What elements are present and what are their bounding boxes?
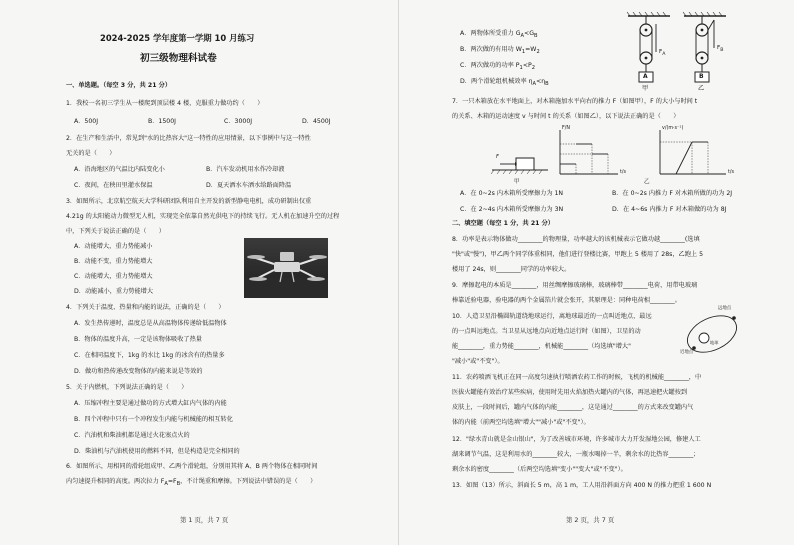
question-6-line2: 内匀速提升相同的高度。两次拉力 $F_A=F_B$，不计绳重和摩擦。下列说法中错误的是（ ） — [66, 478, 317, 488]
pulley-block-b-label: B — [699, 73, 704, 80]
pulley-diagram-svg — [622, 10, 732, 96]
question-3-option-a: A．动能增大，重力势能减小 — [74, 243, 153, 250]
question-7-option-d: D．在 4~6s 内推力 F 对木箱做的功为 8J — [612, 206, 727, 213]
graph-caption-yi: 乙 — [644, 179, 650, 185]
question-1-option-a: A．500J — [74, 118, 99, 125]
orbit-earth-label: 地球 — [710, 340, 719, 345]
question-2-option-c: C．夜间，在秧田里灌水保温 — [74, 182, 153, 189]
question-7-option-c: C．在 2~4s 内木箱所受摩擦力为 3N — [460, 206, 564, 213]
orbit-near-label: 近地点 — [680, 350, 694, 355]
graph-f-axis-label: F/N — [562, 126, 570, 131]
question-10-line2: 的一点叫远地点。当卫星从远地点向近地点运行时（如图），卫星的动 — [452, 328, 641, 335]
force-velocity-graphs — [490, 126, 750, 188]
question-6-option-b: B．两次做的有用功 $W_1=W_2$ — [460, 46, 540, 56]
question-7-option-a: A．在 0~2s 内木箱所受摩擦力为 1N — [460, 190, 564, 197]
question-8-line1: 8．功率是表示物体做功________的物理量，功率越大的该机械表示它做功越________(选填 — [452, 236, 700, 243]
question-2-option-d: D．夏天洒水车洒水给路面降温 — [206, 182, 292, 189]
graph-force-symbol: F — [496, 154, 499, 160]
question-2-stem-line1: 2．在生产和生活中，常见到"水的比热容大"这一特性的应用情景，以下事例中与这一特性 — [66, 135, 311, 142]
force-time-series — [560, 144, 608, 174]
question-4-option-d: D．做功和热传递改变物体的内能来说是等效的 — [74, 368, 203, 375]
question-11-line3: 皮肤上，一段时间后，罐内气体的内能________，这是通过________的方式来改变罐内气 — [452, 404, 694, 411]
velocity-time-series — [660, 142, 708, 174]
question-3-line1: 3．如图所示，北京航空航天大学科研团队利用自主开发的新型静电电机，成功研制出仅重 — [66, 198, 312, 205]
section-1-header: 一、单选题。（每空 3 分，共 21 分） — [66, 82, 172, 89]
question-8-line2: "快"或"慢")，甲乙两个同学体重相同，他们进行登楼比赛，甲跑上 5 楼用了 28s，乙跑上 5 — [452, 251, 704, 258]
question-3-option-b: B．动能不变，重力势能增大 — [74, 258, 153, 265]
question-4-option-c: C．在相同温度下，1kg 的水比 1kg 的冰含有的热量多 — [74, 352, 225, 359]
drone-photo — [244, 238, 328, 298]
pulley-force-b-label: $F_B$ — [717, 45, 724, 54]
question-3-line3: 中，下列关于说法正确的是（ ） — [66, 228, 165, 235]
question-7-figure — [490, 126, 750, 188]
graph-v-axis-label: v/(m·s⁻¹) — [662, 126, 684, 131]
question-12-line1: 12．"绿水青山就是金山银山"，为了改善城市环境，许多城市大力开发湿地公园，修建人工 — [452, 436, 701, 443]
question-11-line4: 体的内能（前两空均选填"增大""减小"或"不变"）。 — [452, 419, 590, 426]
question-4-option-b: B．物体的温度升高，一定是该物体吸收了热量 — [74, 336, 202, 343]
question-1-option-d: D．4500J — [302, 118, 331, 125]
question-6-option-d: D．两个滑轮组机械效率 $\eta_A<\eta_B$ — [460, 78, 549, 88]
question-7-option-b: B．在 0~2s 内推力 F 对木箱所做的功为 2J — [612, 190, 733, 197]
question-9-line1: 9．摩擦起电的本质是________，用丝绸摩擦玻璃棒，玻璃棒带________电荷，用带电玻璃 — [452, 282, 698, 289]
question-5-option-d: D．柴油机与汽油机使用的燃料不同，但是构造是完全相同的 — [74, 448, 240, 455]
page-2-footer: 第 2 页，共 7 页 — [566, 516, 615, 524]
question-3-option-c: C．动能增大，重力势能增大 — [74, 273, 153, 280]
question-13-line1: 13．如图（13）所示，斜面长 5 m，高 1 m，工人用沿斜面方向 400 N 的推力把重 1 600 N — [452, 482, 712, 489]
question-12-line2: 湖来调节气温，这是利用水的________较大，一瓶水喝掉一半，剩余水的比热容________； — [452, 451, 700, 458]
question-3-option-d: D．动能减小，重力势能增大 — [74, 288, 154, 295]
graph-t-axis-label-1: t/s — [620, 170, 626, 175]
question-10-line1: 10．人造卫星沿椭圆轨道绕地球运行，离地球最近的一点叫近地点，最远 — [452, 313, 652, 320]
question-6-option-a: A．两物体所受重力 $G_A<G_B$ — [460, 30, 538, 40]
graph-t-axis-label-2: t/s — [728, 170, 734, 175]
graph-caption-jia: 甲 — [514, 179, 520, 185]
section-2-header: 二、填空题（每空 1 分，共 21 分） — [452, 220, 554, 227]
question-5-option-b: B．四个冲程中只有一个冲程发生内能与机械能的相互转化 — [74, 416, 233, 423]
question-7-line2: 的关系、木箱的运动速度 v 与时间 t 的关系（如图乙），以下说法正确的是（ ） — [452, 113, 680, 120]
question-1-option-b: B．1500J — [148, 118, 177, 125]
exam-subtitle: 初三级物理科试卷 — [140, 53, 217, 64]
question-10-line3: 能________，重力势能________，机械能________（均选填"增大" — [452, 343, 631, 350]
question-5-stem: 5．关于内燃机，下列说法正确的是（ ） — [66, 384, 188, 391]
question-2-stem-line2: 无关的是（ ） — [66, 150, 116, 157]
pulley-force-a-label: $F_A$ — [659, 49, 666, 58]
question-11-line2: 医拔火罐能有效治疗某些疾病，使用时先用火焰加热火罐内的气体，再迅速把火罐按到 — [452, 389, 688, 396]
question-5-option-c: C．汽油机和柴油机都是通过火花塞点火的 — [74, 432, 190, 439]
orbit-far-label: 远地点 — [718, 306, 732, 311]
question-1-option-c: C．3000J — [224, 118, 253, 125]
satellite-orbit-diagram — [680, 306, 746, 358]
question-11-line1: 11．农药喷洒飞机正在同一高度匀速执行喷洒农药工作的时候，飞机的机械能________，中 — [452, 374, 702, 381]
question-1-stem: 1．我校一名初三学生从一楼爬到顶层楼 4 楼，克服重力做功约（ ） — [66, 100, 264, 107]
question-4-stem: 4．下列关于温度、热量和内能的说法，正确的是（ ） — [66, 304, 225, 311]
exam-title: 2024-2025 学年度第一学期 10 月练习 — [100, 33, 255, 43]
question-7-line1: 7．一只木箱放在水平地面上，对木箱施加水平向右的推力 F（如图甲），F 的大小与时间 t — [452, 98, 698, 105]
question-6-line1: 6．如图所示，用相同的滑轮组成甲、乙两个滑轮组，分别用其将 A、B 两个物体在相同时间 — [66, 463, 318, 470]
question-4-option-a: A．发生热传递时，温度总是从高温物体传递给低温物体 — [74, 320, 227, 327]
question-12-line3: 剩余水的密度________（后两空均选填"变小""变大"或"不变"）。 — [452, 466, 627, 473]
page-1-footer: 第 1 页，共 7 页 — [180, 516, 229, 524]
drone-icon — [244, 238, 328, 298]
exam-page-2 — [400, 0, 794, 545]
question-8-line3: 楼用了 24s，则________同学的功率较大。 — [452, 266, 571, 273]
pulley-block-a-label: A — [643, 73, 648, 80]
pulley-caption-yi: 乙 — [698, 85, 705, 92]
question-2-option-b: B．汽车发动机用水作冷却液 — [206, 166, 285, 173]
question-3-line2: 4.21g 的太阳能动力微型无人机，实现完全依靠自然光供电下的持续飞行。无人机在加速升空的过程 — [66, 213, 340, 220]
pulley-diagram — [622, 10, 732, 96]
question-2-option-a: A．沿海地区的气温比内陆变化小 — [74, 166, 165, 173]
question-10-line4: "减小"或"不变"）。 — [452, 358, 504, 365]
question-5-option-a: A．压缩冲程主要是通过做功的方式增大缸内气体的内能 — [74, 400, 227, 407]
question-9-line2: 棒靠近验电器，验电器的两个金属箔片就会张开，其原理是：同种电荷相________。 — [452, 297, 681, 304]
velocity-seg-1 — [676, 142, 692, 174]
question-6-option-c: C．两次做功的功率 $P_1<P_2$ — [460, 62, 536, 72]
pulley-caption-jia: 甲 — [642, 85, 649, 92]
